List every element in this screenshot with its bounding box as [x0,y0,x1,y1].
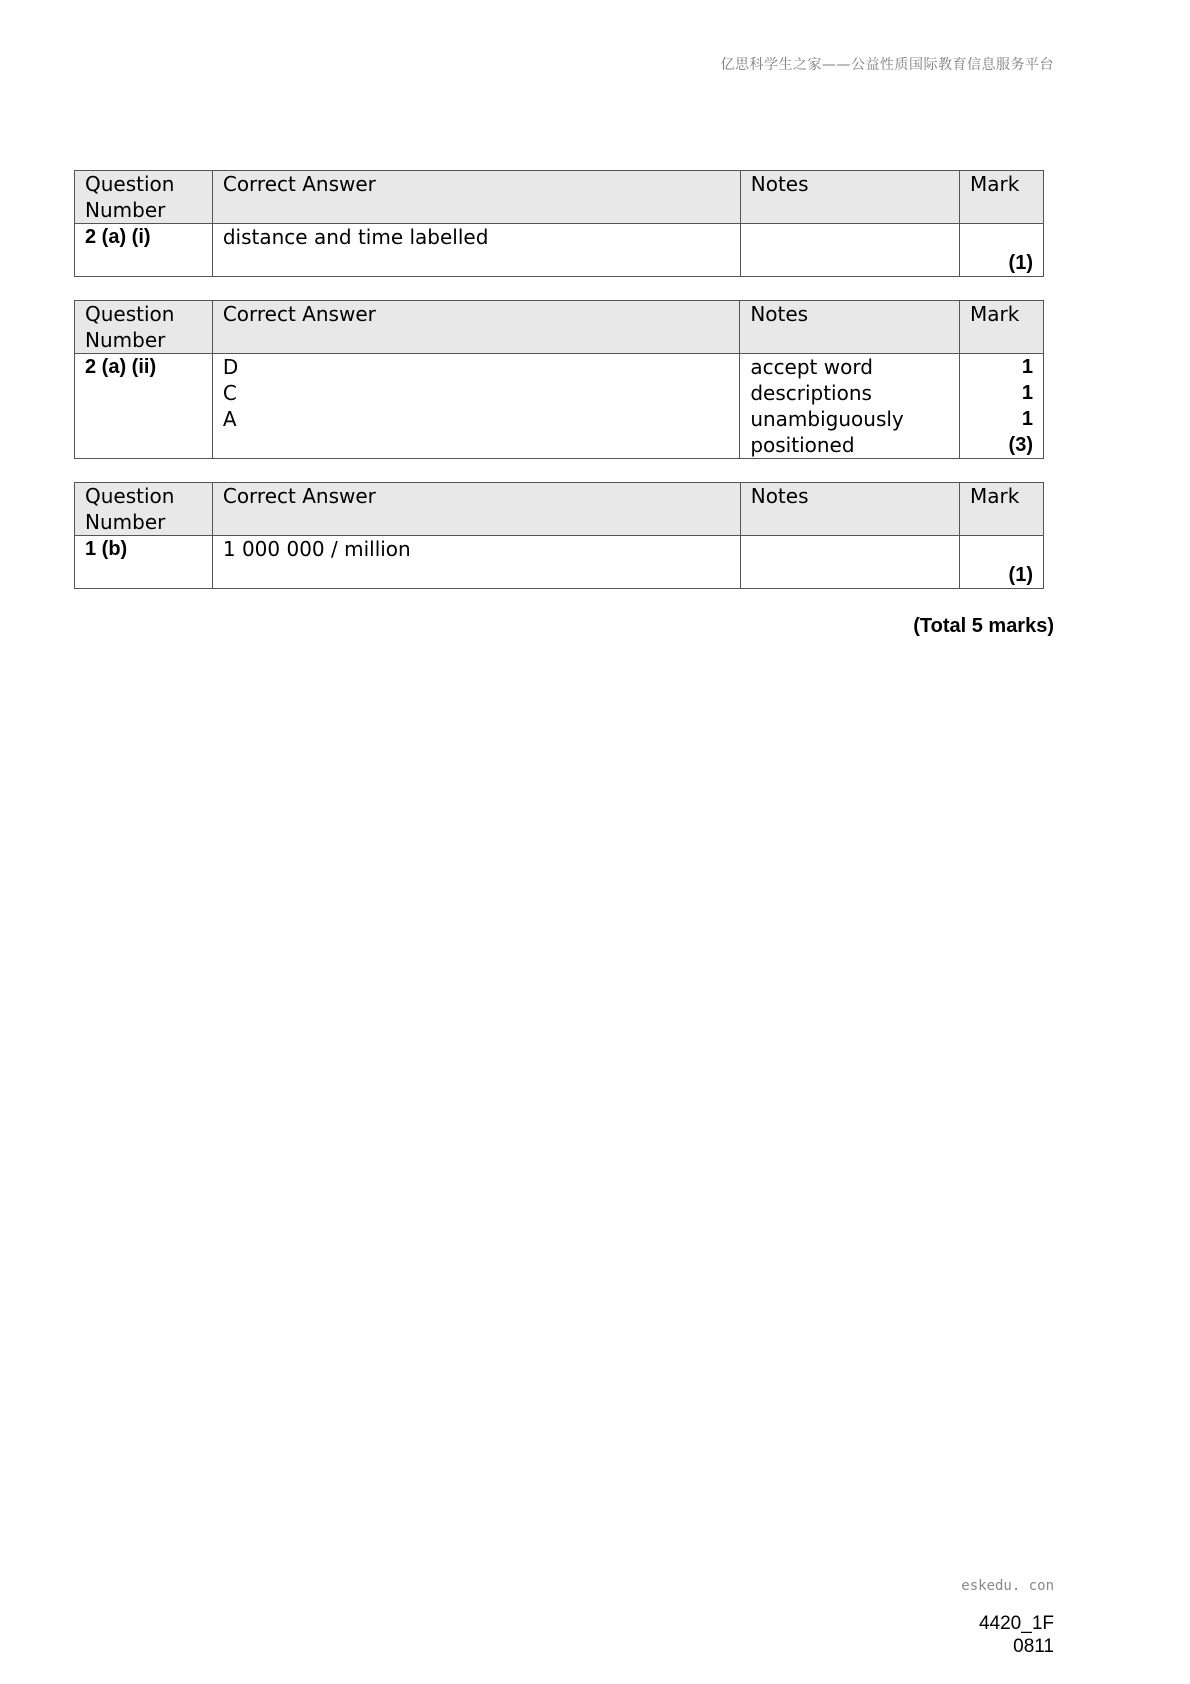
mark-total: (1) [1008,564,1033,586]
answer-line: distance and time labelled [222,225,489,249]
notes [740,536,959,589]
question-number: 1 (b) [75,536,213,589]
question-number: 2 (a) (i) [75,224,213,277]
mark-scheme-table-2 [74,300,1044,459]
notes-line: unambiguously [750,407,904,431]
question-number-header: Question Number [75,483,213,536]
answer-line: 1 000 000 / million [222,537,411,561]
mark-header: Mark [960,483,1044,536]
notes [740,224,959,277]
mark-scheme-table-1 [74,170,1044,277]
answer-line: D [222,355,239,379]
notes [740,354,960,459]
mark-cell [960,354,1044,459]
mark-cell [960,536,1044,589]
footer-code [979,1612,1054,1658]
correct-answer [212,536,740,589]
table-header-row [75,483,1044,536]
notes-line: descriptions [750,381,872,405]
correct-answer-header: Correct Answer [212,301,739,354]
correct-answer [212,354,739,459]
mark-header: Mark [960,171,1044,224]
mark-value: 1 [1021,356,1033,378]
question-number: 2 (a) (ii) [75,354,213,459]
header-watermark: 亿思科学生之家——公益性质国际教育信息服务平台 [720,57,1054,73]
mark-value: 1 [1021,408,1033,430]
mark-total: (1) [1008,252,1033,274]
question-number-header: Question Number [75,171,213,224]
notes-line: positioned [750,433,855,457]
table-row [75,536,1044,589]
table-header-row [75,301,1044,354]
paper-date: 0811 [1013,1636,1054,1657]
paper-code: 4420_1F [978,1613,1054,1634]
mark-header: Mark [960,301,1044,354]
correct-answer-header: Correct Answer [212,483,740,536]
notes-line: accept word [750,355,873,379]
mark-scheme-table-3 [74,482,1044,589]
mark-value: 1 [1021,382,1033,404]
table-row [75,224,1044,277]
table-row [75,354,1044,459]
total-marks: (Total 5 marks) [913,615,1054,637]
answer-line: C [222,381,237,405]
correct-answer [212,224,740,277]
footer-site: eskedu. con [961,1578,1054,1594]
notes-header: Notes [740,301,960,354]
mark-cell [960,224,1044,277]
correct-answer-header: Correct Answer [212,171,740,224]
notes-header: Notes [740,483,959,536]
mark-total: (3) [1008,434,1033,456]
answer-line: A [222,407,237,431]
notes-header: Notes [740,171,959,224]
table-header-row [75,171,1044,224]
question-number-header: Question Number [75,301,213,354]
